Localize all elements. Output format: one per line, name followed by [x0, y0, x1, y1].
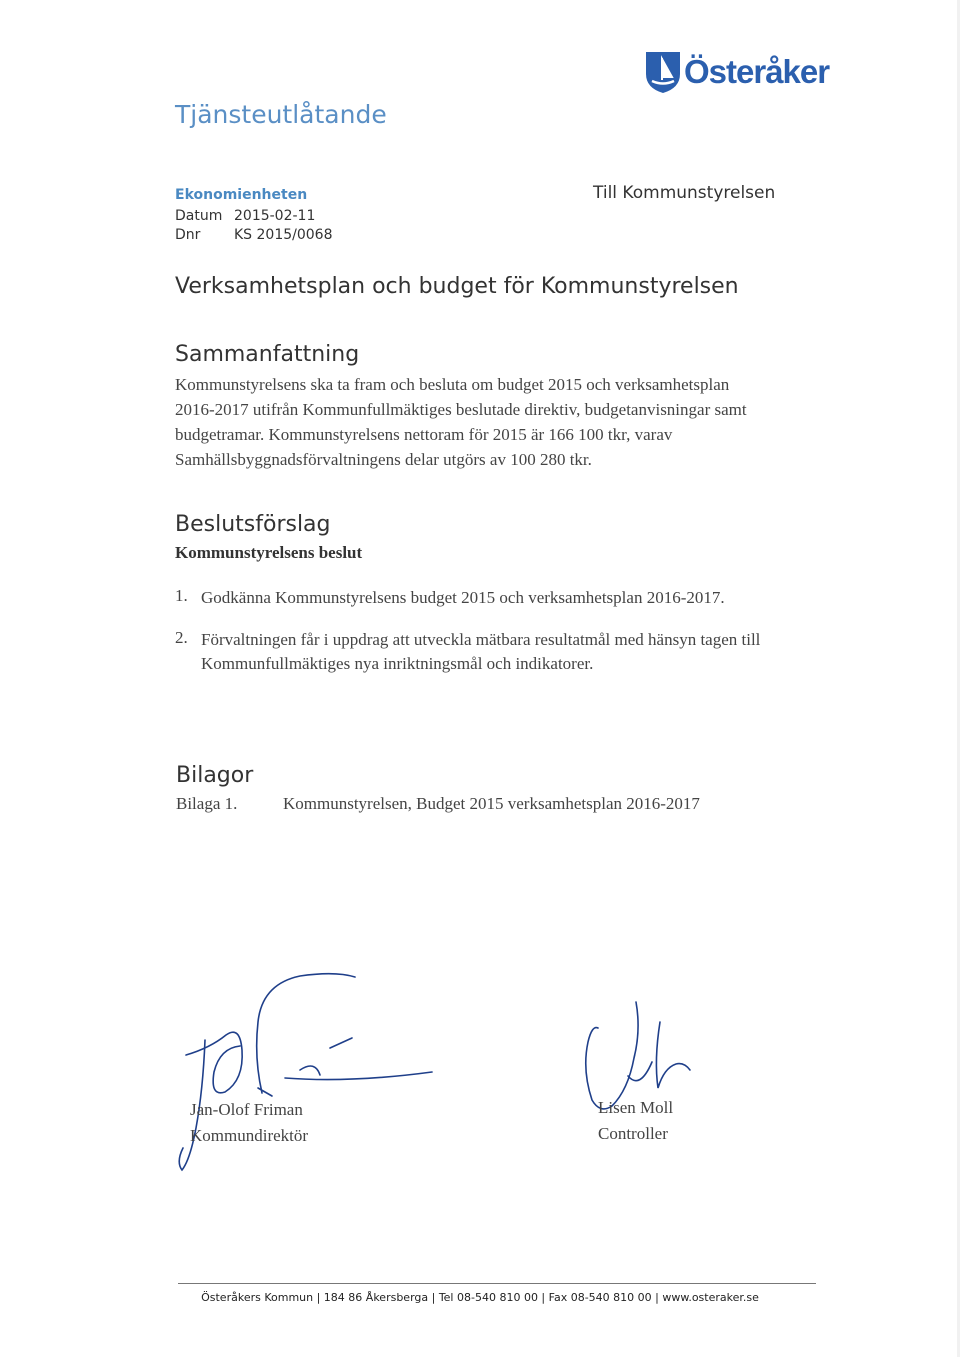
proposal-item-line: Godkänna Kommunstyrelsens budget 2015 och verksamhetsplan 2016-2017.: [201, 588, 725, 607]
footer-contact: Österåkers Kommun | 184 86 Åkersberga | Tel 08-540 810 00 | Fax 08-540 810 00 | www.osteraker.se: [201, 1291, 759, 1304]
signatory-name: Jan-Olof Friman: [190, 1100, 303, 1119]
proposal-subheading: Kommunstyrelsens beslut: [175, 543, 363, 562]
signatory-title: Controller: [598, 1124, 668, 1143]
page-title: Verksamhetsplan och budget för Kommunstyrelsen: [175, 274, 739, 299]
signatory-name: Lisen Moll: [598, 1098, 674, 1117]
attachments-heading: Bilagor: [176, 763, 254, 788]
summary-line: budgetramar. Kommunstyrelsens nettoram för 2015 är 166 100 tkr, varav: [175, 425, 673, 444]
dnr-value: KS 2015/0068: [234, 227, 333, 243]
logo-wordmark: Österåker: [684, 53, 830, 90]
document-type: Tjänsteutlåtande: [175, 100, 387, 129]
attachment-text: Kommunstyrelsen, Budget 2015 verksamhetsplan 2016-2017: [283, 794, 700, 813]
attachment-label: Bilaga 1.: [176, 794, 238, 813]
proposal-item-line: Förvaltningen får i uppdrag att utveckla mätbara resultatmål med hänsyn tagen till: [201, 630, 761, 649]
signatory-title: Kommundirektör: [190, 1126, 309, 1145]
date-label: Datum: [175, 208, 223, 224]
summary-body: [175, 372, 815, 472]
recipient: Till Kommunstyrelsen: [593, 183, 776, 203]
proposal-item-text: [201, 628, 760, 676]
date-value: 2015-02-11: [234, 208, 316, 224]
summary-line: Samhällsbyggnadsförvaltningens delar utgörs av 100 280 tkr.: [175, 450, 592, 469]
department: Ekonomienheten: [175, 187, 308, 203]
dnr-label: Dnr: [175, 227, 201, 243]
summary-line: 2016-2017 utifrån Kommunfullmäktiges beslutade direktiv, budgetanvisningar samt: [175, 400, 747, 419]
proposal-item-text: [201, 586, 725, 610]
signature-moll: [586, 1002, 690, 1109]
proposal-heading: Beslutsförslag: [175, 512, 331, 537]
footer-divider: [178, 1283, 816, 1284]
summary-heading: Sammanfattning: [175, 342, 360, 367]
summary-line: Kommunstyrelsens ska ta fram och besluta om budget 2015 och verksamhetsplan: [175, 375, 730, 394]
proposal-item-line: Kommunfullmäktiges nya inriktningsmål och indikatorer.: [201, 654, 594, 673]
proposal-item-number: 1.: [175, 586, 188, 605]
proposal-item-number: 2.: [175, 628, 188, 647]
coat-of-arms-icon: [644, 50, 682, 94]
